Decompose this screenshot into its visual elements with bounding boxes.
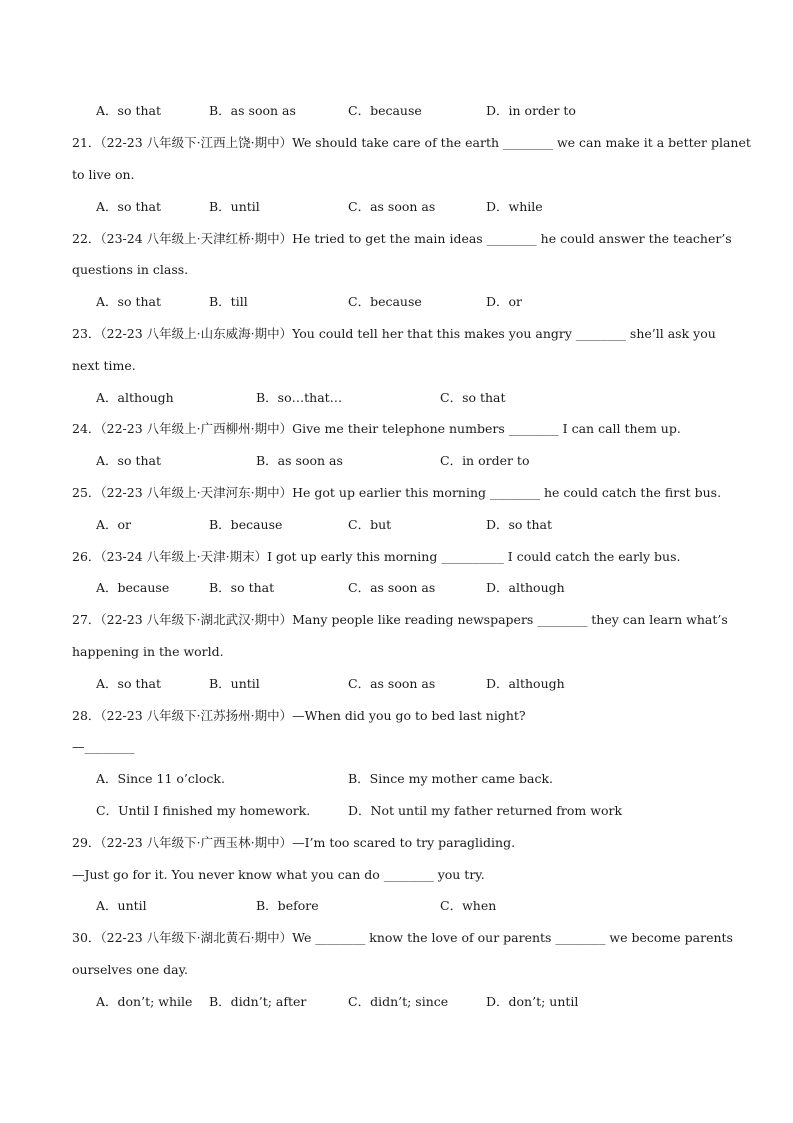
q27-option-a[interactable]: A．so that bbox=[96, 676, 161, 691]
q26-option-a[interactable]: A．because bbox=[96, 580, 170, 595]
q24-option-a[interactable]: A．so that bbox=[96, 453, 161, 468]
q28-option-d[interactable]: D．Not until my father returned from work bbox=[348, 803, 623, 818]
q29-stem: 29．（22-23 八年级下·广西玉林·期中）—I’m too scared to try paragliding. bbox=[72, 835, 516, 850]
q25-option-d[interactable]: D．so that bbox=[486, 517, 552, 532]
q25-option-c[interactable]: C．but bbox=[348, 517, 392, 532]
q23-stem: 23．（22-23 八年级上·山东威海·期中）You could tell her that this makes you angry ________ she’ll ask you bbox=[72, 326, 716, 341]
q21-stem: 21．（22-23 八年级下·江西上饶·期中）We should take care of the earth ________ we can make it a better planet bbox=[72, 135, 751, 150]
q30-option-b[interactable]: B．didn’t; after bbox=[209, 994, 307, 1009]
q27-option-b[interactable]: B．until bbox=[209, 676, 260, 691]
q25-stem: 25．（22-23 八年级上·天津河东·期中）He got up earlier this morning ________ he could catch the first bus. bbox=[72, 485, 722, 500]
q25-option-a[interactable]: A．or bbox=[96, 517, 132, 532]
q28-option-c[interactable]: C．Until I finished my homework. bbox=[96, 803, 311, 818]
q30-option-d[interactable]: D．don’t; until bbox=[486, 994, 579, 1009]
q30-option-c[interactable]: C．didn’t; since bbox=[348, 994, 449, 1009]
q22-stem-cont: questions in class. bbox=[72, 262, 189, 277]
q21-option-c[interactable]: C．as soon as bbox=[348, 199, 436, 214]
q24-option-b[interactable]: B．as soon as bbox=[256, 453, 343, 468]
q23-option-a[interactable]: A．although bbox=[96, 390, 174, 405]
q30-option-a[interactable]: A．don’t; while bbox=[96, 994, 193, 1009]
q22-option-d[interactable]: D．or bbox=[486, 294, 523, 309]
q28-stem: 28．（22-23 八年级下·江苏扬州·期中）—When did you go to bed last night? bbox=[72, 708, 526, 723]
q26-option-c[interactable]: C．as soon as bbox=[348, 580, 436, 595]
q23-option-c[interactable]: C．so that bbox=[440, 390, 506, 405]
q20-option-a[interactable]: A．so that bbox=[96, 103, 161, 118]
q22-option-a[interactable]: A．so that bbox=[96, 294, 161, 309]
q29-option-b[interactable]: B．before bbox=[256, 898, 319, 913]
q26-option-b[interactable]: B．so that bbox=[209, 580, 275, 595]
q27-stem-cont: happening in the world. bbox=[72, 644, 224, 659]
q29-stem-cont: —Just go for it. You never know what you can do ________ you try. bbox=[72, 867, 485, 882]
q25-option-b[interactable]: B．because bbox=[209, 517, 283, 532]
q26-stem: 26．（23-24 八年级上·天津·期末）I got up early this morning __________ I could catch the early bus. bbox=[72, 549, 681, 564]
q29-option-a[interactable]: A．until bbox=[96, 898, 147, 913]
q30-stem: 30．（22-23 八年级下·湖北黄石·期中）We ________ know the love of our parents ________ we become parents bbox=[72, 930, 733, 945]
q21-option-d[interactable]: D．while bbox=[486, 199, 543, 214]
q21-stem-cont: to live on. bbox=[72, 167, 135, 182]
q28-option-b[interactable]: B．Since my mother came back. bbox=[348, 771, 554, 786]
q27-stem: 27．（22-23 八年级下·湖北武汉·期中）Many people like reading newspapers ________ they can learn what’s bbox=[72, 612, 728, 627]
q21-option-a[interactable]: A．so that bbox=[96, 199, 161, 214]
q24-option-c[interactable]: C．in order to bbox=[440, 453, 530, 468]
q23-stem-cont: next time. bbox=[72, 358, 136, 373]
q26-option-d[interactable]: D．although bbox=[486, 580, 565, 595]
q21-option-b[interactable]: B．until bbox=[209, 199, 260, 214]
q29-option-c[interactable]: C．when bbox=[440, 898, 497, 913]
q20-option-d[interactable]: D．in order to bbox=[486, 103, 576, 118]
q27-option-c[interactable]: C．as soon as bbox=[348, 676, 436, 691]
q27-option-d[interactable]: D．although bbox=[486, 676, 565, 691]
q22-option-b[interactable]: B．till bbox=[209, 294, 248, 309]
q20-option-c[interactable]: C．because bbox=[348, 103, 422, 118]
q28-answer-blank: —________ bbox=[72, 739, 135, 754]
q30-stem-cont: ourselves one day. bbox=[72, 962, 188, 977]
q22-stem: 22．（23-24 八年级上·天津红桥·期中）He tried to get the main ideas ________ he could answer the teacher’s bbox=[72, 231, 732, 246]
q24-stem: 24．（22-23 八年级上·广西柳州·期中）Give me their telephone numbers ________ I can call them up. bbox=[72, 421, 681, 436]
q23-option-b[interactable]: B．so…that… bbox=[256, 390, 343, 405]
q22-option-c[interactable]: C．because bbox=[348, 294, 422, 309]
q28-option-a[interactable]: A．Since 11 o’clock. bbox=[96, 771, 225, 786]
q20-option-b[interactable]: B．as soon as bbox=[209, 103, 296, 118]
